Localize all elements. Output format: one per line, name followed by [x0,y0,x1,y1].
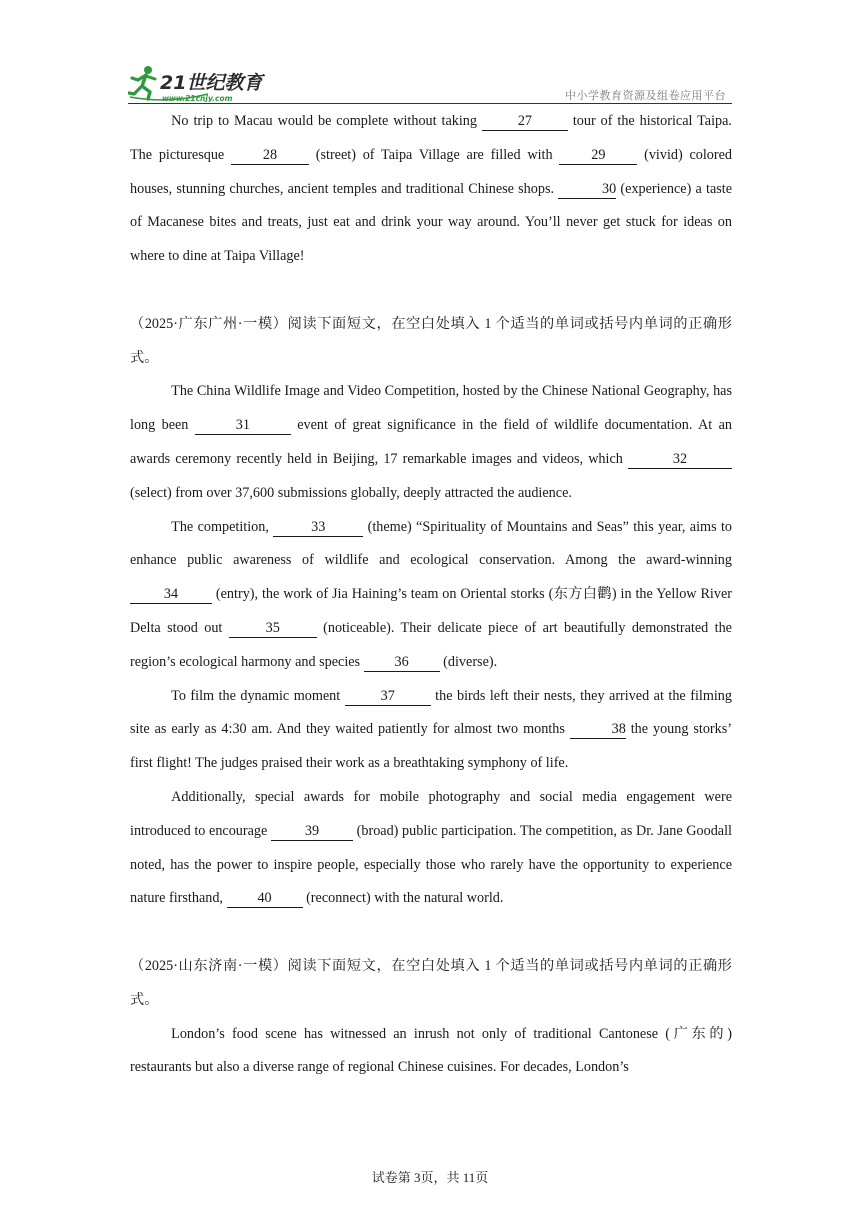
header-divider [128,103,732,104]
blank-38 [570,721,626,739]
text-segment: (vivid) colored houses, stunning churches, ancient temples and traditional Chinese shops. [130,146,733,197]
blank-39 [271,823,353,841]
blank-31 [195,417,291,435]
blank-number: 38 [611,721,626,738]
blank-number: 35 [265,619,280,636]
logo-url: www.21cnjy.com [162,94,233,102]
wildlife-paragraph-1 [130,375,732,510]
blank-number: 33 [311,518,326,535]
blank-32 [628,451,732,469]
blank-number: 34 [163,586,179,603]
wildlife-paragraph-2 [130,511,732,680]
text-segment: (broad) public participation. The competition, as Dr. Jane Goodall noted, has the power to inspire people, especially those who rarely have the opportunity to experience nature firsthand, [130,822,732,907]
blank-35 [229,620,317,638]
text-segment: event of great significance in the field of wildlife documentation. At an awards ceremony recently held in Beijing, 17 remarkable images and videos, which [130,417,732,467]
blank-28 [231,147,309,165]
page-number-footer: 试卷第 3页，共 11页 [371,1170,489,1185]
logo-text: 21世纪教育 [160,72,263,94]
blank-37 [345,688,431,706]
text-segment: (noticeable). Their delicate piece of art beautifully demonstrated the region’s ecological harmony and species [130,619,732,670]
blank-40 [227,890,303,908]
blank-number: 29 [591,146,606,163]
text-segment: (entry), the work of Jia Haining’s team on Oriental storks (东方白鹳) in the Yellow River Delta stood out [130,586,732,636]
text-segment: (theme) “Spirituality of Mountains and Seas” this year, aims to enhance public awareness of wildlife and ecological conservation. Among the award-winning [130,518,732,569]
blank-34 [130,586,212,604]
blank-number: 30 [602,180,617,197]
text-segment: To film the dynamic moment [171,687,345,704]
blank-36 [364,654,440,672]
blank-number: 27 [517,113,533,129]
blank-number: 37 [380,687,395,704]
logo-icon [128,64,278,102]
blank-number: 28 [262,146,278,163]
blank-33 [273,519,363,537]
blank-29 [559,147,637,165]
text-segment: tour of the historical Taipa. The picturesque [130,113,732,163]
page-content [130,105,732,1085]
platform-name: 中小学教育资源及组卷应用平台 [565,89,726,102]
section-instruction-guangzhou: （2025·广东广州·一模）阅读下面短文，在空白处填入 1 个适当的单词或括号内单词的正确形式。 [130,315,732,366]
text-segment: Additionally, special awards for mobile photography and social media engagement were introduced to encourage [130,788,732,839]
page-header [128,60,732,104]
section-instruction-jinan: （2025·山东济南·一模）阅读下面短文，在空白处填入 1 个适当的单词或括号内单词的正确形式。 [130,957,732,1008]
wildlife-paragraph-4 [130,781,732,916]
text-segment: (street) of Taipa Village are filled with [309,146,560,163]
passage-macau-paragraph [130,105,732,274]
blank-number: 31 [235,417,250,434]
blank-number: 40 [257,890,272,907]
text-segment: (select) from over 37,600 submissions globally, deeply attracted the audience. [130,484,572,501]
blank-number: 32 [672,450,688,467]
blank-number: 36 [394,653,409,670]
text-segment: (experience) a taste of Macanese bites and treats, just eat and drink your way around. You’ll never get stuck for ideas on where to dine at Taipa Village! [130,180,732,265]
text-segment: (diverse). [439,653,498,670]
blank-number: 39 [304,822,320,839]
text-segment: (reconnect) with the natural world. [302,890,504,907]
wildlife-paragraph-3 [130,680,732,781]
text-segment: The competition, [171,518,274,535]
text-segment: No trip to Macau would be complete without taking [171,113,482,129]
london-food-paragraph: London’s food scene has witnessed an inrush not only of traditional Cantonese (广东的) restaurants but also a diverse range of regional Chinese cuisines. For decades, London’s [130,1025,732,1076]
text-segment: the young storks’ first flight! The judges praised their work as a breathtaking symphony of life. [130,721,732,772]
text-segment: The China Wildlife Image and Video Competition, hosted by the Chinese National Geography, has long been [130,383,732,434]
text-segment: the birds left their nests, they arrived at the filming site as early as 4:30 am. And they waited patiently for almost two months [130,687,732,738]
blank-27 [482,113,568,131]
spacer [130,916,732,950]
spacer [130,274,732,308]
blank-30 [558,181,616,199]
